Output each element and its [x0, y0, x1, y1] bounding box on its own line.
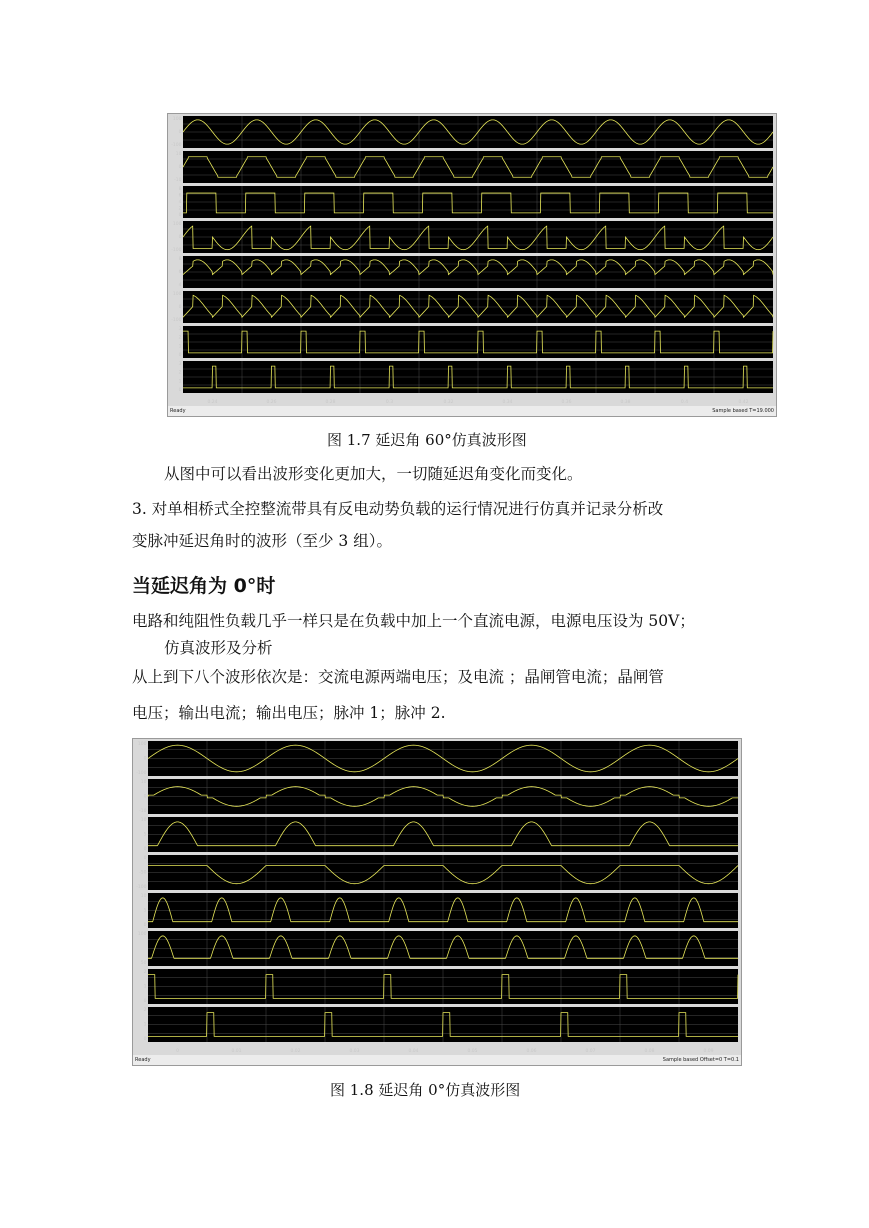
scope-2-statusbar — [133, 1055, 741, 1065]
y-tick-label: 0 — [143, 923, 147, 928]
y-tick-label: 5 — [143, 832, 147, 838]
paragraph-observation: 从图中可以看出波形变化更加大，一切随延迟角变化而变化。 — [164, 465, 583, 483]
scope-panel — [148, 855, 738, 890]
y-tick-label: -100 — [171, 248, 182, 253]
y-tick-label: 1 — [143, 1022, 147, 1028]
y-tick-label: 100 — [172, 292, 182, 297]
y-tick-label: 50 — [140, 961, 147, 966]
y-tick-label: -10 — [139, 809, 147, 814]
scope-panel — [148, 741, 738, 776]
y-tick-label: -50 — [139, 870, 147, 876]
scope-panel — [183, 221, 773, 253]
paragraph-order-line-1: 从上到下八个波形依次是：交流电源两端电压；及电流 ；晶闸管电流；晶闸管 — [132, 668, 664, 686]
x-tick-label: 0.02 — [290, 1049, 301, 1054]
y-tick-label: 1 — [143, 984, 147, 990]
x-tick-label: 0.38 — [620, 400, 631, 405]
x-tick-label: 0.36 — [561, 400, 572, 405]
x-tick-label: 0.4 — [680, 400, 689, 405]
y-tick-label: 1 — [178, 344, 182, 350]
scope-1-status-ready: Ready — [170, 408, 186, 414]
y-tick-label: 0 — [178, 305, 182, 310]
scope-2-status-ready: Ready — [135, 1057, 151, 1063]
y-tick-label: 0 — [143, 999, 147, 1004]
scope-figure-1-8 — [132, 738, 742, 1066]
scope-panel — [183, 151, 773, 183]
y-tick-label: 3 — [178, 362, 182, 367]
x-tick-label: 0.26 — [266, 400, 277, 405]
y-tick-label: 10 — [175, 152, 182, 157]
y-tick-label: 5 — [143, 908, 147, 914]
y-tick-label: 4 — [178, 200, 182, 205]
y-tick-label: 1 — [178, 379, 182, 385]
x-tick-label: 0.04 — [408, 1049, 419, 1054]
y-tick-label: -100 — [171, 318, 182, 323]
x-tick-label: 0.28 — [325, 400, 336, 405]
y-tick-label: 0 — [178, 388, 182, 393]
scope-1-statusbar — [168, 406, 776, 416]
x-tick-label: 0.06 — [526, 1049, 537, 1054]
scope-panel — [148, 1007, 738, 1042]
scope-panel — [148, 931, 738, 966]
y-tick-label: 6 — [178, 193, 182, 199]
x-tick-label: 0.42 — [738, 400, 749, 405]
y-tick-label: -100 — [136, 771, 147, 776]
y-tick-label: 100 — [172, 222, 182, 227]
paragraph-circuit: 电路和纯阻性负载几乎一样只是在负载中加上一个直流电源，电源电压设为 50V； — [132, 612, 695, 630]
scope-panel — [183, 361, 773, 393]
y-tick-label: 4 — [178, 283, 182, 288]
paragraph-order-line-2: 电压；输出电流；输出电压；脉冲 1；脉冲 2. — [132, 704, 446, 722]
y-tick-label: 10 — [140, 818, 147, 823]
y-tick-label: 2 — [178, 335, 182, 341]
x-tick-label: 0.01 — [231, 1049, 242, 1054]
scope-1-plot — [168, 114, 776, 406]
y-tick-label: 0 — [178, 235, 182, 240]
scope-panel — [183, 116, 773, 148]
figure-1-7-caption: 图 1.7 延迟角 60°仿真波形图 — [327, 431, 527, 449]
scope-panel — [148, 779, 738, 814]
scope-figure-1-7 — [167, 113, 777, 417]
y-tick-label: 100 — [172, 117, 182, 122]
y-tick-label: 0 — [143, 794, 147, 800]
scope-panel — [183, 186, 773, 218]
y-tick-label: 100 — [137, 742, 147, 747]
y-tick-label: 2 — [178, 206, 182, 212]
x-tick-label: 0.09 — [703, 1049, 714, 1054]
x-tick-label: 0.03 — [349, 1049, 360, 1054]
scope-panel — [183, 326, 773, 358]
y-tick-label: 6 — [178, 270, 182, 275]
paragraph-task-line-1: 3. 对单相桥式全控整流带具有反电动势负载的运行情况进行仿真并记录分析改 — [132, 500, 664, 518]
paragraph-subheading: 仿真波形及分析 — [164, 639, 273, 657]
paragraph-task-line-2: 变脉冲延迟角时的波形（至少 3 组）。 — [132, 532, 392, 550]
x-tick-label: 0.08 — [644, 1049, 655, 1054]
x-tick-label: 0.32 — [443, 400, 454, 405]
scope-panel — [148, 969, 738, 1004]
y-tick-label: 2 — [143, 970, 147, 975]
y-tick-label: -10 — [174, 178, 182, 183]
y-tick-label: -100 — [171, 143, 182, 148]
y-tick-label: 3 — [178, 327, 182, 332]
y-tick-label: 0 — [178, 130, 182, 135]
y-tick-label: 8 — [178, 187, 182, 192]
scope-panel — [183, 291, 773, 323]
section-heading: 当延迟角为 0°时 — [132, 575, 276, 597]
x-tick-label: 0.24 — [207, 400, 218, 405]
scope-panel — [148, 817, 738, 852]
y-tick-label: 0 — [143, 756, 147, 762]
y-tick-label: 0 — [143, 856, 147, 861]
y-tick-label: 100 — [137, 932, 147, 937]
y-tick-label: 2 — [178, 370, 182, 376]
y-tick-label: 8 — [178, 257, 182, 262]
y-tick-label: 10 — [140, 894, 147, 899]
x-tick-label: 0 — [176, 1049, 179, 1054]
figure-1-8-caption: 图 1.8 延迟角 0°仿真波形图 — [330, 1081, 521, 1099]
y-tick-label: 0 — [143, 1037, 147, 1042]
x-tick-label: 0.07 — [585, 1049, 596, 1054]
scope-2-status-info: Sample based Offset=0 T=0.1 — [662, 1057, 739, 1063]
y-tick-label: 2 — [143, 1008, 147, 1013]
x-tick-label: 0.34 — [502, 400, 513, 405]
y-tick-label: 10 — [140, 780, 147, 785]
scope-1-status-info: Sample based T=19.000 — [712, 408, 774, 414]
scope-panel — [148, 893, 738, 928]
y-tick-label: -100 — [136, 885, 147, 890]
y-tick-label: 0 — [143, 847, 147, 852]
y-tick-label: 0 — [178, 353, 182, 358]
x-tick-label: 0.05 — [467, 1049, 478, 1054]
y-tick-label: 0 — [178, 213, 182, 218]
scope-panel — [183, 256, 773, 288]
x-tick-label: 0.3 — [385, 400, 394, 405]
y-tick-label: 0 — [178, 165, 182, 170]
scope-2-plot — [133, 739, 741, 1055]
